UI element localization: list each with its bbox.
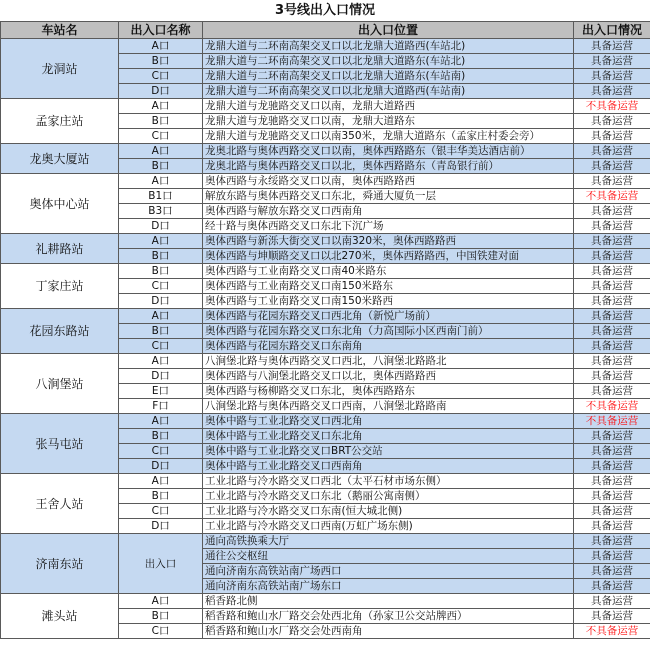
status-cell: 不具备运营 [574, 414, 650, 429]
location-cell: 奥体西路与工业南路交叉口南150米路东 [203, 279, 574, 294]
status-cell: 具备运营 [574, 144, 650, 159]
entrance-cell: D口 [119, 219, 203, 234]
status-cell: 具备运营 [574, 264, 650, 279]
entrance-cell: B口 [119, 54, 203, 69]
status-cell: 具备运营 [574, 429, 650, 444]
entrance-cell: B1口 [119, 189, 203, 204]
status-cell: 具备运营 [574, 594, 650, 609]
status-cell: 不具备运营 [574, 399, 650, 414]
entrance-cell: D口 [119, 519, 203, 534]
status-cell: 具备运营 [574, 309, 650, 324]
location-cell: 稻香路和鲍山水厂路交会处西北角（孙家卫公交站牌西） [203, 609, 574, 624]
station-name-cell: 奥体中心站 [1, 174, 119, 234]
status-cell: 具备运营 [574, 219, 650, 234]
entrance-cell: F口 [119, 399, 203, 414]
location-cell: 奥体西路与花园东路交叉口东南角 [203, 339, 574, 354]
location-cell: 通往公交枢纽 [203, 549, 574, 564]
location-cell: 通向济南东高铁站南广场东口 [203, 579, 574, 594]
status-cell: 具备运营 [574, 234, 650, 249]
page-title: 3号线出入口情况 [0, 0, 650, 21]
location-cell: 八涧堡北路与奥体西路交叉口西南，八涧堡北路路南 [203, 399, 574, 414]
status-cell: 具备运营 [574, 39, 650, 54]
entrance-cell: B口 [119, 159, 203, 174]
entrance-cell: A口 [119, 594, 203, 609]
entrance-cell: B口 [119, 114, 203, 129]
status-cell: 不具备运营 [574, 99, 650, 114]
table-row [1, 534, 650, 549]
location-cell: 奥体西路与工业南路交叉口南40米路东 [203, 264, 574, 279]
entrance-cell: B口 [119, 489, 203, 504]
header-status: 出入口情况 [574, 22, 650, 39]
entrance-cell: C口 [119, 339, 203, 354]
location-cell: 奥体西路与解放东路交叉口西南角 [203, 204, 574, 219]
entrance-table [0, 21, 650, 639]
table-row [1, 174, 650, 189]
entrance-cell: A口 [119, 234, 203, 249]
location-cell: 解放东路与奥体西路交叉口东北，舜通大厦负一层 [203, 189, 574, 204]
station-name-cell: 花园东路站 [1, 309, 119, 354]
status-cell: 具备运营 [574, 204, 650, 219]
status-cell: 具备运营 [574, 609, 650, 624]
status-cell: 具备运营 [574, 174, 650, 189]
entrance-cell: C口 [119, 279, 203, 294]
entrance-cell: C口 [119, 444, 203, 459]
location-cell: 稻香路和鲍山水厂路交会处西南角 [203, 624, 574, 639]
status-cell: 具备运营 [574, 354, 650, 369]
status-cell: 具备运营 [574, 69, 650, 84]
status-cell: 具备运营 [574, 249, 650, 264]
station-name-cell: 张马屯站 [1, 414, 119, 474]
entrance-cell: A口 [119, 144, 203, 159]
location-cell: 奥体中路与工业北路交叉口东北角 [203, 429, 574, 444]
location-cell: 工业北路与冷水路交叉口西北（太平石材市场东侧） [203, 474, 574, 489]
table-row [1, 234, 650, 249]
status-cell: 具备运营 [574, 519, 650, 534]
station-name-cell: 滩头站 [1, 594, 119, 639]
location-cell: 龙鼎大道与龙驰路交叉口以南350米，龙鼎大道路东（孟家庄村委会旁） [203, 129, 574, 144]
entrance-cell: B3口 [119, 204, 203, 219]
station-name-cell: 济南东站 [1, 534, 119, 594]
entrance-cell: C口 [119, 504, 203, 519]
station-name-cell: 龙奥大厦站 [1, 144, 119, 174]
location-cell: 工业北路与冷水路交叉口西南(万虹广场东侧) [203, 519, 574, 534]
entrance-cell: B口 [119, 324, 203, 339]
entrance-cell: A口 [119, 309, 203, 324]
status-cell: 具备运营 [574, 129, 650, 144]
entrance-cell: A口 [119, 474, 203, 489]
location-cell: 龙鼎大道与二环南高架交叉口以北龙鼎大道路西(车站南) [203, 84, 574, 99]
location-cell: 龙鼎大道与二环南高架交叉口以北龙鼎大道路东(车站北) [203, 54, 574, 69]
location-cell: 龙鼎大道与二环南高架交叉口以北龙鼎大道路东(车站南) [203, 69, 574, 84]
entrance-cell: A口 [119, 99, 203, 114]
status-cell: 不具备运营 [574, 624, 650, 639]
table-row [1, 99, 650, 114]
location-cell: 奥体西路与坤顺路交叉口以北270米，奥体西路路西，中国铁建对面 [203, 249, 574, 264]
location-cell: 奥体西路与新泺大街交叉口以南320米，奥体西路路西 [203, 234, 574, 249]
entrance-cell: D口 [119, 369, 203, 384]
station-name-cell: 丁家庄站 [1, 264, 119, 309]
entrance-cell: D口 [119, 294, 203, 309]
entrance-cell: A口 [119, 39, 203, 54]
location-cell: 奥体西路与工业南路交叉口南150米路西 [203, 294, 574, 309]
location-cell: 奥体中路与工业北路交叉口西北角 [203, 414, 574, 429]
table-row [1, 264, 650, 279]
header-location: 出入口位置 [203, 22, 574, 39]
station-name-cell: 龙洞站 [1, 39, 119, 99]
status-cell: 具备运营 [574, 489, 650, 504]
status-cell: 具备运营 [574, 324, 650, 339]
location-cell: 经十路与奥体西路交叉口东北下沉广场 [203, 219, 574, 234]
location-cell: 八涧堡北路与奥体西路交叉口西北，八涧堡北路路北 [203, 354, 574, 369]
location-cell: 龙奥北路与奥体西路交叉口以北，奥体西路路东（青岛银行前） [203, 159, 574, 174]
location-cell: 稻香路北侧 [203, 594, 574, 609]
status-cell: 具备运营 [574, 279, 650, 294]
location-cell: 龙鼎大道与二环南高架交叉口以北龙鼎大道路西(车站北) [203, 39, 574, 54]
entrance-cell: E口 [119, 384, 203, 399]
status-cell: 具备运营 [574, 54, 650, 69]
entrance-cell: D口 [119, 84, 203, 99]
location-cell: 奥体西路与八涧堡北路交叉口以北，奥体西路路西 [203, 369, 574, 384]
location-cell: 奥体中路与工业北路交叉口BRT公交站 [203, 444, 574, 459]
status-cell: 具备运营 [574, 369, 650, 384]
location-cell: 通向济南东高铁站南广场西口 [203, 564, 574, 579]
entrance-cell: B口 [119, 429, 203, 444]
status-cell: 具备运营 [574, 159, 650, 174]
entrance-cell: B口 [119, 609, 203, 624]
table-row [1, 474, 650, 489]
location-cell: 龙奥北路与奥体西路交叉口以南，奥体西路路东（银丰华美达酒店前） [203, 144, 574, 159]
entrance-cell: C口 [119, 69, 203, 84]
station-name-cell: 孟家庄站 [1, 99, 119, 144]
location-cell: 工业北路与冷水路交叉口东北（鹅丽公寓南侧） [203, 489, 574, 504]
location-cell: 奥体西路与花园东路交叉口西北角（新悦广场前） [203, 309, 574, 324]
entrance-cell: C口 [119, 624, 203, 639]
status-cell: 具备运营 [574, 459, 650, 474]
entrance-cell: 出入口 [119, 534, 203, 594]
entrance-cell: A口 [119, 414, 203, 429]
location-cell: 龙鼎大道与龙驰路交叉口以南，龙鼎大道路东 [203, 114, 574, 129]
status-cell: 具备运营 [574, 339, 650, 354]
station-name-cell: 八涧堡站 [1, 354, 119, 414]
entrance-cell: B口 [119, 264, 203, 279]
station-name-cell: 礼耕路站 [1, 234, 119, 264]
status-cell: 具备运营 [574, 114, 650, 129]
table-body [1, 39, 650, 639]
status-cell: 具备运营 [574, 384, 650, 399]
location-cell: 工业北路与冷水路交叉口东南(恒大城北侧) [203, 504, 574, 519]
location-cell: 奥体西路与永绥路交叉口以南，奥体西路路西 [203, 174, 574, 189]
header-station: 车站名 [1, 22, 119, 39]
location-cell: 奥体西路与杨柳路交叉口东北，奥体西路路东 [203, 384, 574, 399]
entrance-cell: A口 [119, 174, 203, 189]
status-cell: 不具备运营 [574, 189, 650, 204]
location-cell: 通向高铁换乘大厅 [203, 534, 574, 549]
location-cell: 奥体西路与花园东路交叉口东北角（力高国际小区西南门前） [203, 324, 574, 339]
location-cell: 奥体中路与工业北路交叉口西南角 [203, 459, 574, 474]
location-cell: 龙鼎大道与龙驰路交叉口以南，龙鼎大道路西 [203, 99, 574, 114]
status-cell: 具备运营 [574, 534, 650, 549]
table-row [1, 309, 650, 324]
table-row [1, 414, 650, 429]
entrance-cell: C口 [119, 129, 203, 144]
status-cell: 具备运营 [574, 504, 650, 519]
status-cell: 具备运营 [574, 549, 650, 564]
station-name-cell: 王舍人站 [1, 474, 119, 534]
status-cell: 具备运营 [574, 84, 650, 99]
status-cell: 具备运营 [574, 564, 650, 579]
table-header-row [1, 22, 650, 39]
entrance-cell: D口 [119, 459, 203, 474]
table-row [1, 144, 650, 159]
entrance-cell: B口 [119, 249, 203, 264]
status-cell: 具备运营 [574, 579, 650, 594]
entrance-cell: A口 [119, 354, 203, 369]
table-row [1, 594, 650, 609]
header-entrance: 出入口名称 [119, 22, 203, 39]
table-row [1, 354, 650, 369]
table-row [1, 39, 650, 54]
status-cell: 具备运营 [574, 294, 650, 309]
status-cell: 具备运营 [574, 474, 650, 489]
status-cell: 具备运营 [574, 444, 650, 459]
